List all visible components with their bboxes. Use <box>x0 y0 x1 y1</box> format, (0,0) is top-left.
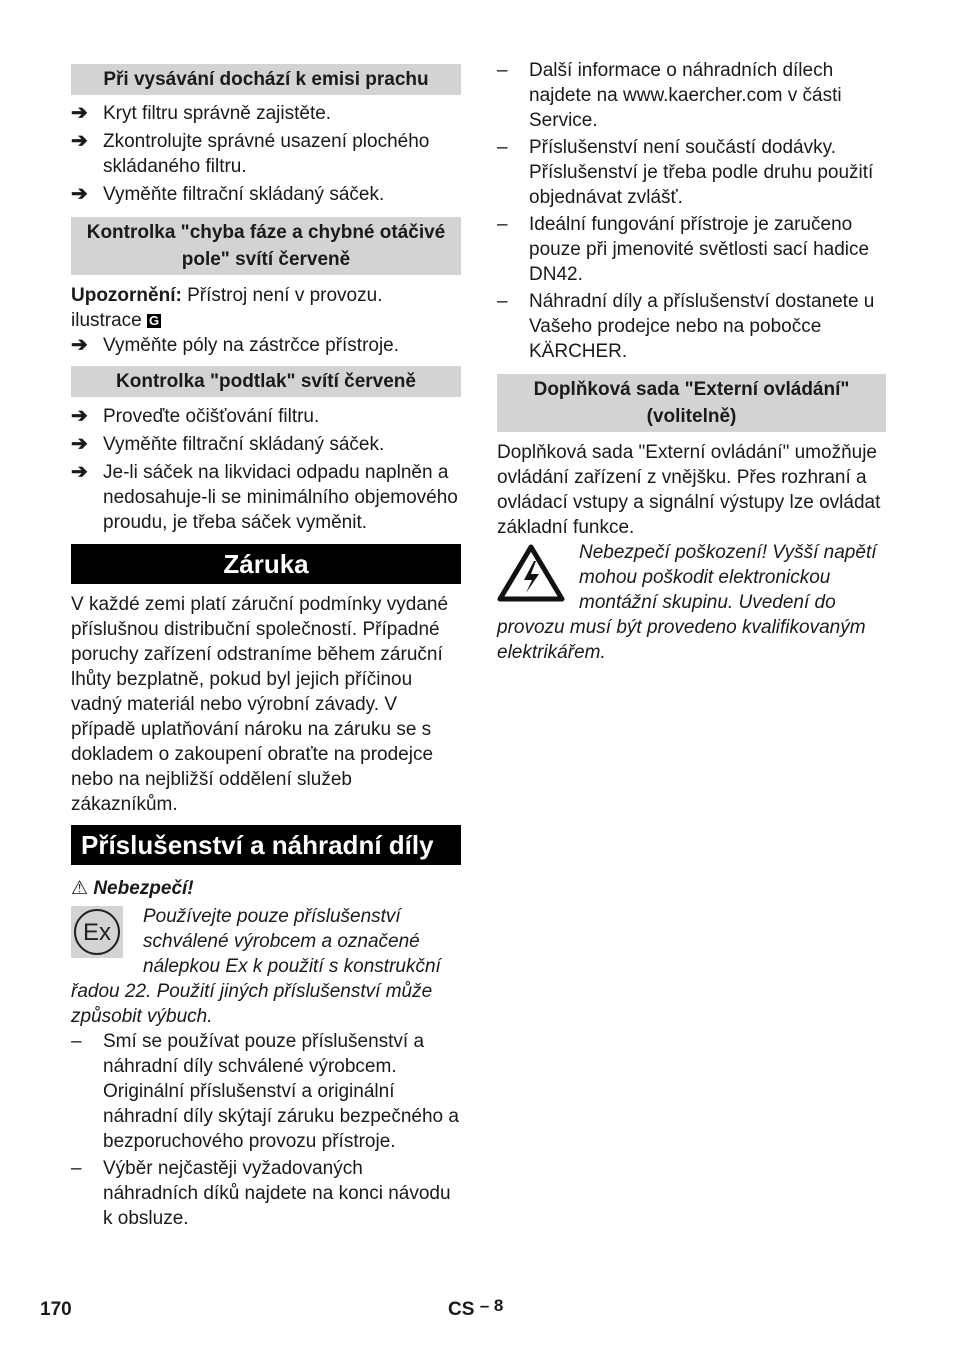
list-item: ➔ Kryt filtru správně zajistěte. <box>71 102 332 124</box>
list-item: – Ideální fungování přístroje je zaručeno pouze při jmenovité světlosti sací hadice DN42. <box>497 214 870 285</box>
list-item: – Další informace o náhradních dílech najdete na www.kaercher.com v části Service. <box>497 60 842 131</box>
list-item: ➔ Vyměňte filtrační skládaný sáček. <box>71 433 385 455</box>
right-column <box>497 58 886 665</box>
note-paragraph: Upozornění: Přístroj není v provozu. <box>71 285 383 306</box>
dash-icon: – <box>497 137 508 158</box>
list-dust-emission <box>71 101 461 207</box>
external-control-text: Doplňková sada "Externí ovládání" umožňuje ovládání zařízení z vnějšku. Přes rozhraní a ovládací vstupy a signální výstupy lze ovládat základní funkce. <box>497 442 881 538</box>
footer-language: CS – 8 <box>448 1296 504 1320</box>
dash-icon: – <box>497 60 508 81</box>
section-title-dust-emission: Při vysávání dochází k emisi prachu <box>71 64 461 95</box>
dash-icon: – <box>497 214 508 235</box>
list-item: – Smí se používat pouze příslušenství a náhradní díly schválené výrobcem. Originální příslušenství a originální náhradní díly skýtají záruku bezpečného a bezporuchového provozu přístroje. <box>71 1031 459 1152</box>
section-title-phase-error: Kontrolka "chyba fáze a chybné otáčivé pole" svítí červeně <box>71 217 461 275</box>
list-item: ➔ Vyměňte filtrační skládaný sáček. <box>71 183 385 205</box>
illustration-g-icon: G <box>149 313 160 328</box>
high-voltage-warning-icon <box>497 544 565 602</box>
warning-triangle-icon: ⚠ <box>71 878 89 899</box>
dash-icon: – <box>497 291 508 312</box>
left-column <box>71 58 461 1231</box>
ex-warning: Ex Používejte pouze příslušenství schválené výrobcem a označené nálepkou Ex k použití s konstrukční řadou 22. Použití jiných příslušenství může způsobit výbuch. <box>71 906 441 1027</box>
list-item: – Výběr nejčastěji vyžadovaných náhradních díků najdete na konci návodu k obsluze. <box>71 1158 451 1229</box>
dash-icon: – <box>71 1158 82 1179</box>
warranty-text: V každé zemi platí záruční podmínky vydané příslušnou distribuční společností. Případné poruchy zařízení odstraníme během záruční lhůty bezplatně, pokud byl jejich příčinou vadný materiál nebo výrobní závady. V případě uplatňování nároku na záruku se s dokladem o zakoupení obraťte na prodejce nebo na nejbližší oddělení služeb zákazníkům. <box>71 594 449 815</box>
list-item: – Příslušenství není součástí dodávky. Příslušenství je třeba podle druhu použití objednávat zvlášť. <box>497 137 874 208</box>
arrow-icon: ➔ <box>71 461 88 483</box>
list-vacuum <box>71 404 461 535</box>
arrow-icon: ➔ <box>71 405 88 427</box>
arrow-icon: ➔ <box>71 183 88 205</box>
section-title-warranty: Záruka <box>71 544 461 584</box>
arrow-icon: ➔ <box>71 102 88 124</box>
section-title-vacuum: Kontrolka "podtlak" svítí červeně <box>71 366 461 397</box>
arrow-icon: ➔ <box>71 433 88 455</box>
arrow-icon: ➔ <box>71 334 88 356</box>
list-phase-error <box>71 333 461 358</box>
arrow-icon: ➔ <box>71 130 88 152</box>
ex-icon: Ex <box>71 906 123 958</box>
voltage-warning: Nebezpečí poškození! Vyšší napětí mohou poškodit elektronickou montážní skupinu. Uvedení do provozu musí být provedeno kvalifikovaným elektrikářem. <box>497 542 877 663</box>
illustration-ref: ilustrace G <box>71 310 160 331</box>
list-item: ➔ Je-li sáček na likvidaci odpadu naplněn a nedosahuje-li se minimálního objemového proudu, je třeba sáček vyměnit. <box>71 461 458 533</box>
dash-icon: – <box>71 1031 82 1052</box>
list-item: – Náhradní díly a příslušenství dostanete u Vašeho prodejce nebo na pobočce KÄRCHER. <box>497 291 875 362</box>
page-number: 170 <box>40 1299 72 1320</box>
list-item: ➔ Proveďte očišťování filtru. <box>71 405 320 427</box>
list-parts-info <box>497 58 886 364</box>
list-item: ➔ Vyměňte póly na zástrčce přístroje. <box>71 334 400 356</box>
section-title-accessories: Příslušenství a náhradní díly <box>71 825 461 865</box>
list-item: ➔ Zkontrolujte správné usazení plochého skládaného filtru. <box>71 130 430 177</box>
danger-heading: ⚠ Nebezpečí! <box>71 878 194 899</box>
list-accessories <box>71 1029 461 1231</box>
section-title-external-control: Doplňková sada "Externí ovládání" (volitelně) <box>497 374 886 432</box>
